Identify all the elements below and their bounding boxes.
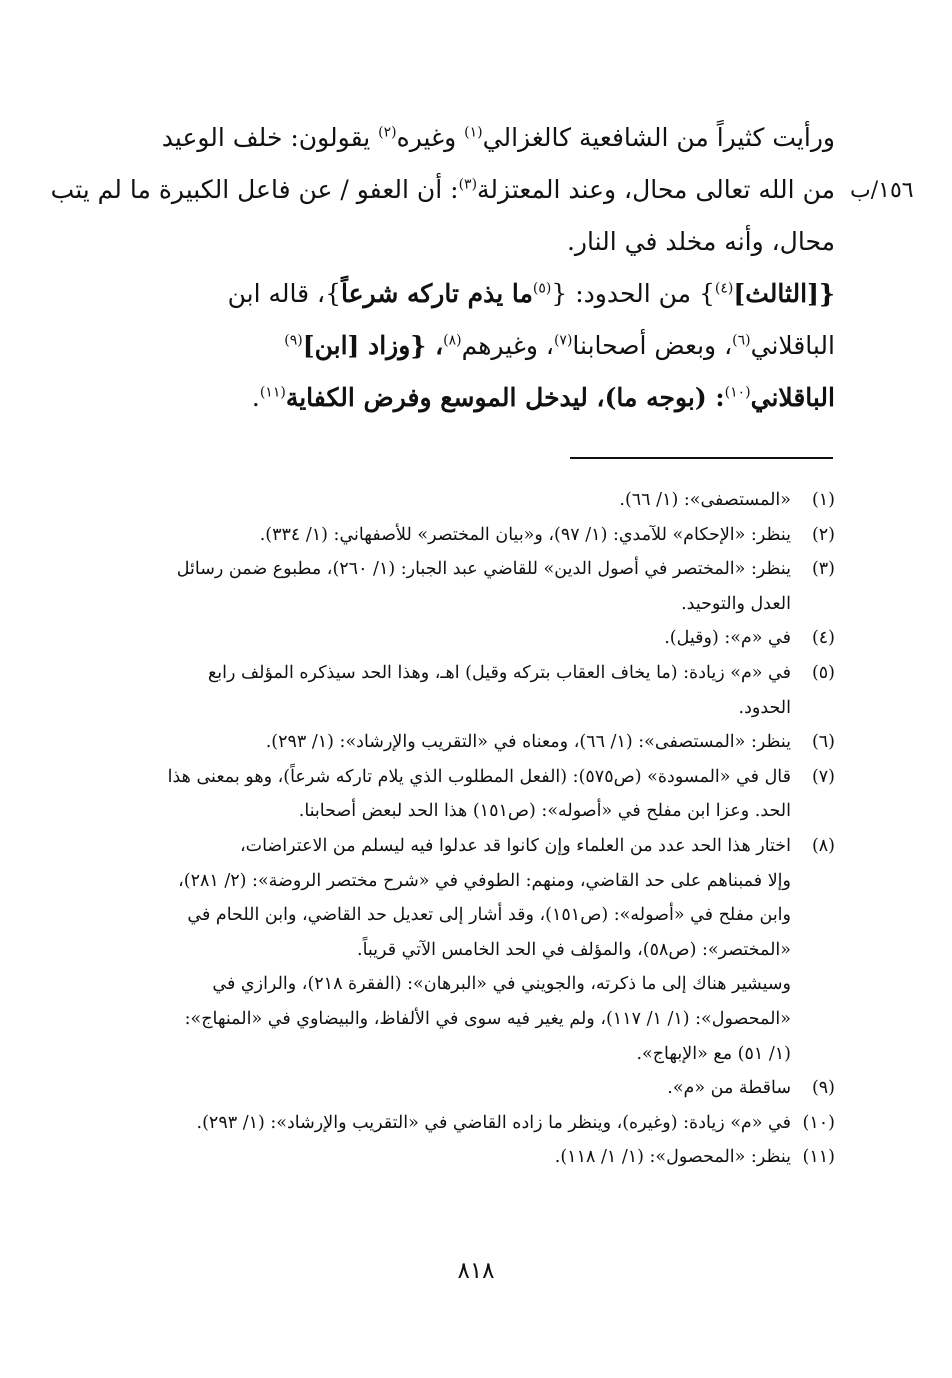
footnote-text	[130, 552, 791, 621]
footnote-separator	[570, 457, 833, 459]
footnote	[130, 483, 835, 518]
footnote-line: «المحصول»: (١/ ١/ ١١٧)، ولم يغير فيه سوى في الألفاظ، والبيضاوي في «المنهاج»:	[184, 1008, 791, 1029]
footnote-text	[130, 1071, 791, 1106]
footnote-number: (١١)	[802, 1147, 835, 1168]
footnote-ref: (٧)	[553, 332, 573, 349]
margin-folio-note: ١٥٦/ب	[850, 178, 914, 203]
footnote-ref: (١٠)	[724, 384, 751, 401]
footnote-text	[130, 725, 791, 760]
footnote-ref: (١)	[464, 124, 483, 141]
footnote-line: ينظر: «المحصول»: (١/ ١/ ١١٨).	[554, 1147, 791, 1168]
footnote-number: (٩)	[811, 1078, 835, 1099]
footnote-line: ينظر: «المختصر في أصول الدين» للقاضي عبد الجبار: (١/ ٢٦٠)، مطبوع ضمن رسائل	[176, 559, 791, 580]
footnote-ref: (٦)	[732, 332, 751, 349]
footnote	[130, 829, 835, 1071]
text-run: ما يذم تاركه شرعاً	[340, 279, 533, 308]
footnote-line: وسيشير هناك إلى ما ذكرته، والجويني في «البرهان»: (الفقرة ٢١٨)، والرازي في	[212, 974, 791, 995]
footnote	[130, 621, 835, 656]
footnote-number: (٤)	[811, 628, 835, 649]
footnote-line: ساقطة من «م».	[667, 1078, 791, 1099]
footnote	[130, 1106, 835, 1141]
text-line	[50, 164, 835, 216]
text-run: من الله تعالى محال، وعند المعتزلة	[477, 175, 835, 204]
footnote-line: الحدود.	[738, 697, 791, 718]
footnote-text	[130, 760, 791, 829]
footnote-number: (٧)	[811, 766, 835, 787]
main-text	[50, 112, 835, 424]
page-number: ٨١٨	[457, 1258, 495, 1284]
footnote-line: قال في «المسودة» (ص٥٧٥): (الفعل المطلوب الذي يلام تاركه شرعاً)، وهو بمعنى هذا	[167, 766, 791, 787]
text-line	[130, 268, 835, 320]
footnote-number: (٣)	[811, 559, 835, 580]
text-run: وغيره	[396, 123, 465, 152]
text-line	[130, 320, 835, 372]
footnote-text	[130, 656, 791, 725]
footnote-line: ينظر: «الإحكام» للآمدي: (١/ ٩٧)، و«بيان المختصر» للأصفهاني: (١/ ٣٣٤).	[259, 524, 791, 545]
footnote-text	[130, 518, 791, 553]
text-line	[130, 216, 835, 268]
text-run: الباقلاني	[750, 331, 835, 360]
text-line	[130, 112, 835, 164]
footnote-ref: (٢)	[378, 124, 397, 141]
text-run: } من الحدود: {	[551, 279, 715, 308]
footnote-line: في «م»: (وقيل).	[664, 628, 791, 649]
footnote-line: في «م» زيادة: (وغيره)، وينظر ما زاده القاضي في «التقريب والإرشاد»: (١/ ٢٩٣).	[196, 1112, 791, 1133]
text-run: ، {وزاد [ابن]	[302, 331, 444, 360]
footnote	[130, 760, 835, 829]
footnote	[130, 1071, 835, 1106]
text-run: ، وبعض أصحابنا	[572, 331, 733, 360]
text-run: يقولون: خلف الوعيد	[161, 123, 379, 152]
footnote	[130, 1140, 835, 1175]
footnote-ref: (٥)	[532, 280, 552, 297]
footnote-ref: (٣)	[458, 176, 478, 193]
text-run: الباقلاني	[750, 383, 835, 412]
footnote-ref: (١١)	[259, 384, 286, 401]
footnote-number: (١)	[811, 490, 835, 510]
footnote-line: «المختصر»: (ص٥٨)، والمؤلف في الحد الخامس الآتي قريباً.	[357, 939, 791, 960]
footnote-line: الحد. وعزا ابن مفلح في «أصوله»: (ص١٥١) هذا الحد لبعض أصحابنا.	[298, 801, 791, 822]
footnote-line: ينظر: «المستصفى»: (١/ ٦٦)، ومعناه في «التقريب والإرشاد»: (١/ ٢٩٣).	[265, 732, 791, 753]
text-run: ورأيت كثيراً من الشافعية كالغزالي	[482, 123, 835, 152]
footnote-number: (٨)	[811, 835, 835, 856]
text-line	[130, 372, 835, 424]
footnote-line: في «م» زيادة: (ما يخاف العقاب بتركه وقيل) اهـ، وهذا الحد سيذكره المؤلف رابع	[207, 662, 791, 683]
footnote-text	[130, 483, 791, 518]
footnote-text	[130, 829, 791, 1071]
footnote-number: (١٠)	[802, 1112, 835, 1133]
footnote-number: (٥)	[811, 662, 835, 683]
footnote-line: (١/ ٥١) مع «الإبهاج».	[636, 1043, 791, 1064]
footnote-line: وابن مفلح في «أصوله»: (ص١٥١)، وقد أشار إلى تعديل حد القاضي، وابن اللحام في	[187, 905, 791, 926]
footnote-ref: (٤)	[714, 280, 734, 297]
footnote-text	[130, 621, 791, 656]
footnote-line: العدل والتوحيد.	[681, 593, 791, 614]
footnote-text	[130, 1106, 791, 1141]
footnote-number: (٢)	[811, 524, 835, 545]
footnote-ref: (٩)	[284, 332, 303, 349]
footnote-text	[130, 1140, 791, 1175]
footnote-number: (٦)	[811, 732, 835, 753]
footnote-line: وإلا فمبناهم على حد القاضي، ومنهم: الطوفي في «شرح مختصر الروضة»: (٢/ ٢٨١)،	[178, 870, 791, 891]
text-run: : أن العفو / عن فاعل الكبيرة ما لم يتب	[50, 175, 459, 204]
footnotes	[130, 483, 835, 1175]
footnote-ref: (٨)	[443, 332, 462, 349]
footnote-line: اختار هذا الحد عدد من العلماء وإن كانوا قد عدلوا فيه ليسلم من الاعتراضات،	[239, 835, 791, 856]
footnote-line: «المستصفى»: (١/ ٦٦).	[619, 490, 791, 510]
footnote	[130, 725, 835, 760]
text-run: ، وغيرهم	[461, 331, 554, 360]
text-run: محال، وأنه مخلد في النار.	[566, 227, 835, 256]
text-run: : (بوجه ما)، ليدخل الموسع وفرض الكفاية	[285, 383, 725, 412]
footnote	[130, 656, 835, 725]
footnote	[130, 518, 835, 553]
text-run: .	[251, 383, 260, 412]
text-run: {[الثالث]	[733, 279, 835, 308]
text-run: }، قاله ابن	[227, 279, 341, 308]
footnote	[130, 552, 835, 621]
